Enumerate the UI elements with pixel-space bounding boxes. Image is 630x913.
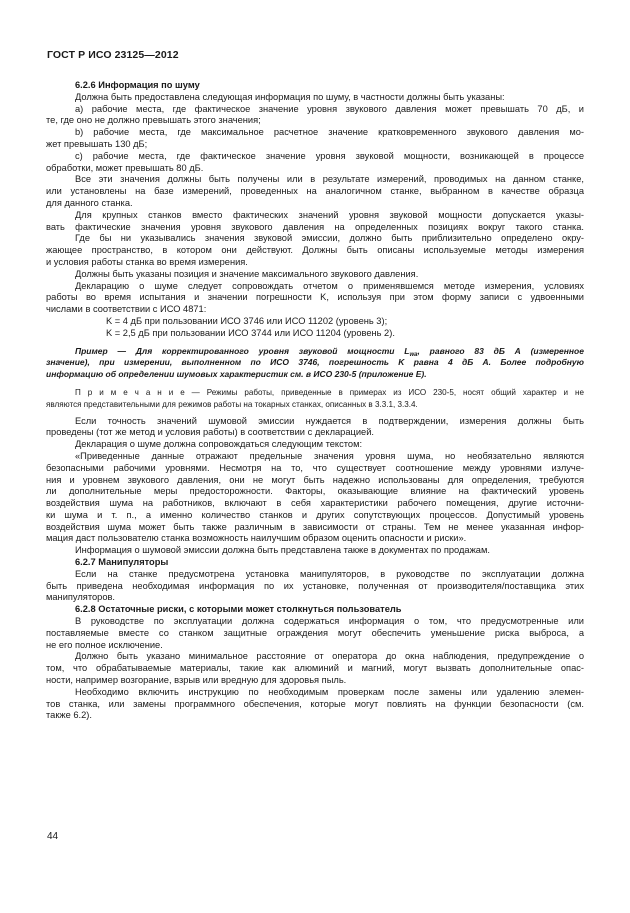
- text-line: вать фактические значения уровня звукового давления на определенных позициях вокруг такого станка.: [46, 221, 584, 232]
- text-line: тов станка, или замены программного обеспечения, которые могут повлиять на функции безопасности (см.: [46, 698, 584, 709]
- text-line: b) рабочие места, где максимальное расчетное значение кратковременного звукового давления мо-: [75, 127, 584, 138]
- text-line: обработки, может превышать 80 дБ.: [46, 162, 204, 173]
- text-line: Если на станке предусмотрена установка манипуляторов, в руководстве по эксплуатации должна: [75, 568, 584, 579]
- page-header: ГОСТ Р ИСО 23125—2012: [47, 49, 179, 61]
- quote-line: «Приведенные данные отражают предельные значения уровня шума, но необязательно являются: [75, 450, 584, 461]
- example-line: [46, 346, 584, 358]
- text-line: Где бы ни указывались значения звуковой эмиссии, должно быть приблизительно определено окру-: [75, 233, 584, 244]
- quote-line: безопасными рабочими уровнями. Несмотря на то, что существует соотношение между уровнями излуче-: [46, 462, 584, 473]
- text-line: работы во время испытания и значении погрешности K, используя при этом форму записи с удвоенными: [46, 292, 584, 303]
- example-line: значение), при измерении, выполненном по ИСО 3746, погрешность K равна 4 дБ А. Более подробную: [46, 357, 584, 368]
- text-line: или установлены на базе измерений, проведенных на аналогичном станке, выбранном в качестве образца: [46, 186, 584, 197]
- text-line: не его полное исключение.: [46, 639, 163, 650]
- text-line: поставляемые вместе со станком защитные ограждения могут обеспечить уменьшение риска выброса, а: [46, 627, 584, 638]
- quote-line: ния и уровнем звукового давления, они не могут быть надежно использованы для определения, требуются: [46, 474, 584, 485]
- example-text: , равного 83 дБ А (измеренное: [417, 345, 584, 356]
- text-line: Декларацию о шуме следует сопровождать отчетом о применявшемся методе измерения, условиях: [75, 280, 584, 291]
- text-line: c) рабочие места, где фактическое значение уровня звуковой мощности, возникающей в процессе: [75, 150, 584, 161]
- quote-line: ки шума и т. п., а именно количество станков и других сопутствующих процессов. Допустимый уровень: [46, 509, 584, 520]
- text-line: числами в соответствии с ИСО 4871:: [46, 304, 207, 315]
- text-line: Если точность значений шумовой эмиссии нуждается в подтверждении, измерения должны быть: [75, 415, 584, 426]
- text-line: и условия работы станка во время измерения.: [46, 256, 248, 267]
- text-line: Информация о шумовой эмиссии должна быть представлена также в документах по продажам.: [75, 545, 490, 556]
- text-line: Должна быть предоставлена следующая информация по шуму, в частности должны быть указаны:: [75, 91, 505, 102]
- quote-line: воздействия шума на работников, включают в себя характеристики рабочего помещения, другие источни-: [46, 498, 584, 509]
- text-line: манипуляторов.: [46, 592, 116, 603]
- text-line: жающее пространство, в котором они действуют. Должны быть описаны используемые методы измерения: [46, 245, 584, 256]
- section-heading-6-2-6: 6.2.6 Информация по шуму: [75, 80, 200, 90]
- document-body: [46, 80, 584, 722]
- quote-line: мация даст пользователю станка возможность наилучшим образом оценить опасности и риски».: [46, 533, 467, 544]
- text-line: ности, например возгорание, взрыв или вредную для здоровья пыль.: [46, 675, 347, 686]
- example-line: информацию об определении шумовых характеристик см. в ИСО 230-5 (приложение E).: [46, 369, 427, 380]
- text-line: те, где оно не должно превышать этого значения;: [46, 115, 261, 126]
- section-heading-6-2-8: 6.2.8 Остаточные риски, с которыми может столкнуться пользователь: [75, 604, 402, 615]
- quote-line: ли дополнительные меры предосторожности. Факторы, оказывающие влияние на фактический уровень: [46, 486, 584, 497]
- text-line: быть приведена необходимая информация по их установке, полученная от производителя/поставщика этих: [46, 580, 584, 591]
- text-line: Должны быть указаны позиция и значение максимального звукового давления.: [75, 268, 419, 279]
- text-line: Декларация о шуме должна сопровождаться следующим текстом:: [75, 439, 363, 450]
- text-line: a) рабочие места, где фактическое значение уровня звукового давления может превышать 70 дБ, и: [75, 103, 584, 114]
- text-line: Необходимо включить инструкцию по необходимым проверкам после замены или удалению элемен-: [75, 686, 584, 697]
- text-line: Все эти значения должны быть получены или в результате измерений, проводимых на данном станке,: [75, 174, 584, 185]
- text-line: также 6.2).: [46, 710, 92, 721]
- text-line: том, что обрабатываемые материалы, такие как алюминий и магний, могут вызвать дополнительные опас-: [46, 663, 584, 674]
- formula-line: K = 2,5 дБ при пользовании ИСО 3744 или ИСО 11204 (уровень 2).: [106, 327, 395, 338]
- section-heading-6-2-7: 6.2.7 Манипуляторы: [75, 557, 169, 568]
- text-line: проведены (тот же метод и условия работы) в соответствии с декларацией.: [46, 427, 374, 438]
- note-line: являются представительными для режимов работы на токарных станках, описанных в 3.3.1, 3.3.4.: [46, 399, 418, 409]
- example-subscript: wa: [409, 351, 418, 358]
- formula-line: K = 4 дБ при пользовании ИСО 3746 или ИСО 11202 (уровень 3);: [106, 315, 388, 326]
- page-number: 44: [47, 831, 59, 842]
- note-line: П р и м е ч а н и е — Режимы работы, приведенные в примерах из ИСО 230-5, носят общий характер и не: [75, 387, 584, 397]
- text-line: жет превышать 130 дБ;: [46, 138, 148, 149]
- text-line: для данного станка.: [46, 197, 133, 208]
- text-line: В руководстве по эксплуатации должна содержаться информация о том, что предусмотренные или: [75, 616, 584, 627]
- text-line: Для крупных станков вместо фактических значений уровня звуковой мощности допускается указы-: [75, 209, 584, 220]
- example-text: Пример — Для корректированного уровня звуковой мощности L: [75, 345, 410, 356]
- text-line: Должно быть указано минимальное расстояние от оператора до окна наблюдения, предупреждение о: [75, 651, 584, 662]
- quote-line: воздействия шума может быть также различным в зависимости от страны. Тем не менее указанная инфор-: [46, 521, 584, 532]
